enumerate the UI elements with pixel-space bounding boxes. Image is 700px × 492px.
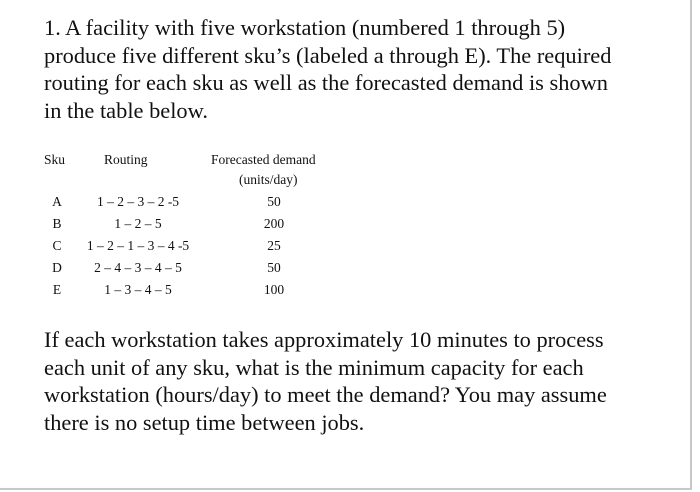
table-cell-routing: 1 – 2 – 3 – 2 -5 (96, 194, 180, 209)
table-cell-sku: E (52, 282, 62, 297)
question-line: If each workstation takes approximately 10 minutes to process (44, 327, 604, 352)
table-cell-demand: 50 (267, 194, 281, 209)
intro-line: produce five different sku’s (labeled a through E). The required (44, 42, 612, 68)
table-cell-routing: 1 – 2 – 1 – 3 – 4 -5 (86, 238, 190, 253)
table-cell-demand: 100 (263, 282, 285, 297)
table-cell-sku: A (52, 194, 62, 209)
table-cell-demand: 200 (263, 216, 285, 231)
table-cell-routing: 1 – 3 – 4 – 5 (104, 282, 172, 297)
question-line: workstation (hours/day) to meet the demand? You may assume (44, 382, 607, 407)
problem-question (44, 326, 669, 436)
table-cell-sku: B (52, 216, 62, 231)
intro-line: in the table below. (44, 97, 208, 123)
table-cell-routing: 2 – 4 – 3 – 4 – 5 (94, 260, 182, 275)
question-line: there is no setup time between jobs. (44, 409, 365, 435)
table-cell-sku: C (52, 238, 62, 253)
header-sku: Sku (44, 152, 66, 167)
table-cell-demand: 50 (267, 260, 281, 275)
table-cell-routing: 1 – 2 – 5 (114, 216, 162, 231)
problem-intro (44, 14, 669, 124)
table-cell-sku: D (52, 260, 62, 275)
header-demand-units: (units/day) (239, 172, 298, 187)
table-cell-demand: 25 (267, 238, 281, 253)
question-line: each unit of any sku, what is the minimum capacity for each (44, 354, 584, 380)
intro-line: 1. A facility with five workstation (numbered 1 through 5) (44, 15, 566, 40)
intro-line: routing for each sku as well as the forecasted demand is shown (44, 70, 608, 95)
header-routing: Routing (104, 152, 148, 167)
header-demand: Forecasted demand (211, 152, 316, 167)
